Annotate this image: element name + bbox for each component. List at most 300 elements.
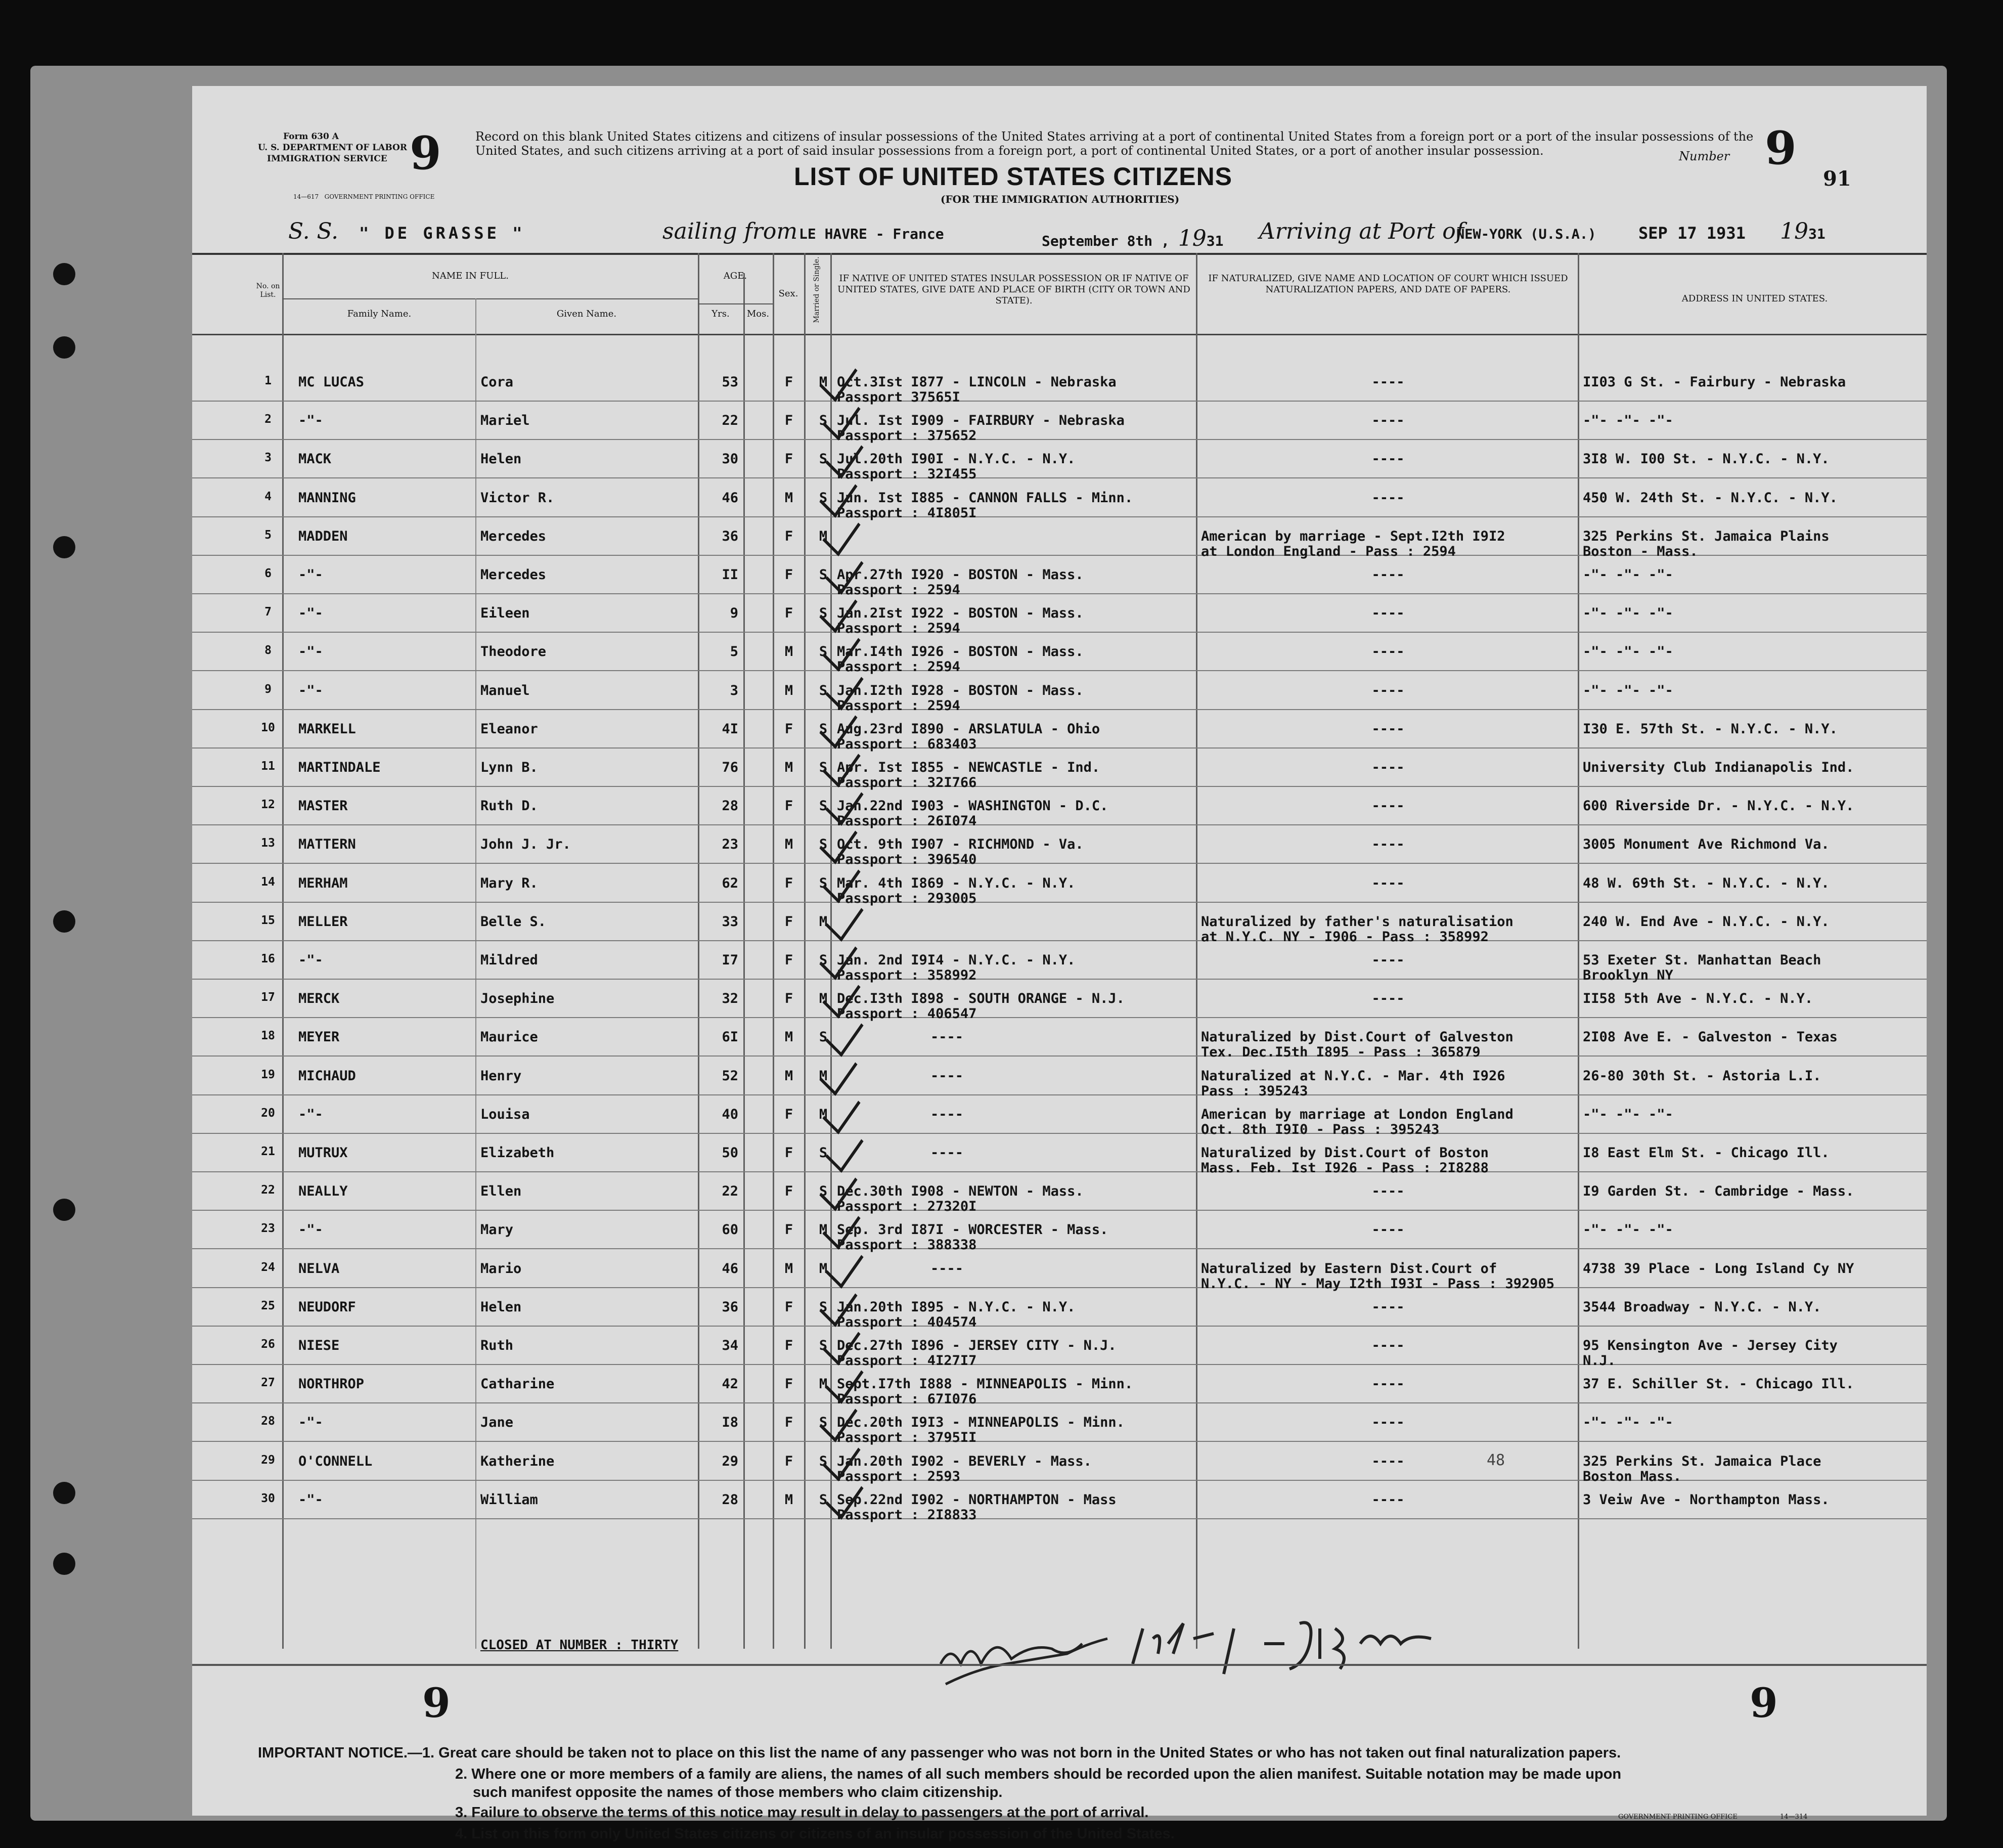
age-years: 22 (722, 413, 738, 428)
passport-line: Passport : 26I074 (837, 813, 977, 829)
age-years: 52 (722, 1068, 738, 1084)
marital-status: M (819, 914, 828, 930)
given-name: Mercedes (480, 529, 547, 544)
age-years: 40 (722, 1107, 738, 1122)
sex: F (784, 1415, 793, 1430)
row-rule (192, 940, 1927, 941)
naturalization-info: ---- (1371, 952, 1405, 968)
given-name: Maurice (480, 1029, 538, 1045)
age-years: 29 (722, 1454, 738, 1469)
address-line: 325 Perkins St. Jamaica Plains (1583, 529, 1830, 544)
age-years: II (722, 567, 738, 583)
address-line: 600 Riverside Dr. - N.Y.C. - N.Y. (1583, 798, 1854, 814)
address-line: II58 5th Ave - N.Y.C. - N.Y. (1583, 991, 1813, 1006)
sex: F (784, 567, 793, 583)
sex: F (784, 1145, 793, 1161)
age-years: 33 (722, 914, 738, 930)
row-rule (192, 1326, 1927, 1327)
sex: M (784, 1068, 793, 1084)
marital-status: S (819, 1338, 828, 1353)
passport-line: Passport : 27320I (837, 1199, 977, 1214)
arriving-label: Arriving at Port of (1259, 218, 1464, 244)
age-years: 32 (722, 991, 738, 1006)
naturalization-info-2: Oct. 8th I9I0 - Pass : 395243 (1201, 1122, 1440, 1137)
row-number: 24 (261, 1261, 275, 1274)
naturalization-info-2: at N.Y.C. NY - I906 - Pass : 358992 (1201, 929, 1489, 945)
family-name: O'CONNELL (298, 1454, 373, 1469)
row-number: 9 (264, 683, 272, 696)
given-name: Theodore (480, 644, 547, 659)
column-divider (1578, 253, 1579, 1649)
address-line: -"- -"- -"- (1583, 1415, 1673, 1430)
passport-line: Passport : 683403 (837, 736, 977, 752)
birth-info: ---- (930, 1107, 964, 1122)
birth-info: Jan.I2th I928 - BOSTON - Mass. (837, 683, 1084, 698)
naturalization-info: ---- (1371, 1338, 1405, 1353)
family-name: MC LUCAS (298, 374, 365, 390)
row-number: 28 (261, 1415, 275, 1428)
row-number: 12 (261, 798, 275, 811)
marital-status: M (819, 1261, 828, 1277)
header-family: Family Name. (347, 309, 412, 319)
family-name: NORTHROP (298, 1376, 365, 1392)
row-number: 5 (264, 529, 272, 542)
row-number: 26 (261, 1338, 275, 1351)
sex: F (784, 1222, 793, 1238)
given-name: Ruth (480, 1338, 514, 1353)
birth-info: Jul. Ist I909 - FAIRBURY - Nebraska (837, 413, 1125, 428)
column-divider (698, 253, 699, 1649)
address-line: 3I8 W. I00 St. - N.Y.C. - N.Y. (1583, 451, 1830, 467)
birth-info: Jan. 2nd I9I4 - N.Y.C. - N.Y. (837, 952, 1076, 968)
header-subrule (698, 303, 773, 304)
row-rule (192, 1055, 1927, 1057)
marital-status: M (819, 991, 828, 1006)
year-to: 1931 (1780, 218, 1826, 244)
birth-info: Jan.22nd I903 - WASHINGTON - D.C. (837, 798, 1108, 814)
age-years: 6I (722, 1029, 738, 1045)
family-name: MUTRUX (298, 1145, 348, 1161)
passport-line: Passport : 2594 (837, 659, 960, 675)
row-rule (192, 1210, 1927, 1211)
sailing-from-label: sailing from (662, 218, 798, 244)
row-rule (192, 632, 1927, 633)
row-number: 11 (261, 760, 275, 773)
header-yrs: Yrs. (711, 309, 730, 319)
given-name: Belle S. (480, 914, 547, 930)
birth-info: Sep.22nd I902 - NORTHAMPTON - Mass (837, 1492, 1117, 1508)
naturalization-info: ---- (1371, 1454, 1405, 1469)
age-years: 34 (722, 1338, 738, 1353)
family-name: -"- (298, 1222, 323, 1238)
header-address: ADDRESS IN UNITED STATES. (1681, 293, 1828, 304)
header-age: AGE. (723, 271, 747, 281)
row-number: 25 (261, 1299, 275, 1312)
naturalization-info: ---- (1371, 567, 1405, 583)
given-name: Lynn B. (480, 760, 538, 775)
port-to: NEW-YORK (U.S.A.) (1456, 227, 1596, 242)
sex: F (784, 875, 793, 891)
row-rule (192, 1287, 1927, 1288)
age-years: 50 (722, 1145, 738, 1161)
address-line: I9 Garden St. - Cambridge - Mass. (1583, 1183, 1854, 1199)
marital-status: M (819, 1376, 828, 1392)
age-years: I8 (722, 1415, 738, 1430)
given-name: Eleanor (480, 721, 538, 737)
family-name: -"- (298, 952, 323, 968)
row-number: 13 (261, 837, 275, 850)
passport-line: Passport : 396540 (837, 852, 977, 867)
page-subtitle: (FOR THE IMMIGRATION AUTHORITIES) (941, 193, 1180, 205)
row-number: 10 (261, 721, 275, 734)
family-name: MERHAM (298, 875, 348, 891)
birth-info: Oct.3Ist I877 - LINCOLN - Nebraska (837, 374, 1117, 390)
row-number: 2 (264, 413, 272, 426)
row-rule (192, 1017, 1927, 1018)
row-rule (192, 1441, 1927, 1442)
table-bottom-rule (192, 1664, 1927, 1666)
marital-status: S (819, 1492, 828, 1508)
passport-line: Passport : 358992 (837, 967, 977, 983)
naturalization-info: ---- (1371, 644, 1405, 659)
address-line: -"- -"- -"- (1583, 605, 1673, 621)
column-divider (804, 253, 806, 1649)
given-name: Elizabeth (480, 1145, 555, 1161)
birth-info: Jun. Ist I885 - CANNON FALLS - Minn. (837, 490, 1133, 506)
family-name: MARKELL (298, 721, 356, 737)
age-years: 62 (722, 875, 738, 891)
naturalization-info: ---- (1371, 374, 1405, 390)
marital-status: M (819, 1222, 828, 1238)
naturalization-info: ---- (1371, 1183, 1405, 1199)
family-name: NIESE (298, 1338, 340, 1353)
passport-line: Passport : 2594 (837, 698, 960, 714)
naturalization-info-2: at London England - Pass : 2594 (1201, 544, 1456, 559)
address-line: 240 W. End Ave - N.Y.C. - N.Y. (1583, 914, 1830, 930)
column-divider (475, 298, 476, 1649)
row-number: 1 (264, 374, 272, 387)
age-years: 53 (722, 374, 738, 390)
marital-status: M (819, 1107, 828, 1122)
row-number: 22 (261, 1183, 275, 1197)
date-from: September 8th , 1931 (1042, 226, 1224, 251)
row-number: 17 (261, 991, 275, 1004)
sex: F (784, 952, 793, 968)
signature-text: Mor Klein inspector 9/17/31 - 915am (1130, 1608, 1141, 1609)
row-number: 16 (261, 952, 275, 965)
row-rule (192, 1402, 1927, 1403)
naturalization-info: ---- (1371, 413, 1405, 428)
birth-info: Oct. 9th I907 - RICHMOND - Va. (837, 837, 1084, 852)
sex: M (784, 1492, 793, 1508)
passport-line: Passport : 4I805I (837, 505, 977, 521)
naturalization-info-2: Pass : 395243 (1201, 1083, 1308, 1099)
passport-line: Passport : 2594 (837, 582, 960, 598)
birth-info: Dec.27th I896 - JERSEY CITY - N.J. (837, 1338, 1117, 1353)
print-code: 14—617 GOVERNMENT PRINTING OFFICE (293, 193, 435, 200)
table-top-rule (192, 253, 1927, 255)
age-years: 42 (722, 1376, 738, 1392)
row-number: 6 (264, 567, 272, 580)
row-number: 27 (261, 1376, 275, 1389)
marital-status: S (819, 1299, 828, 1315)
marital-status: S (819, 1183, 828, 1199)
important-notice-3: 3. Failure to observe the terms of this notice may result in delay to passengers at the port of arrival. (455, 1805, 1149, 1821)
important-notice-2: 2. Where one or more members of a family are aliens, the names of all such members should be recorded upon the alien manifest. Suitable notation may be made upon (455, 1766, 1622, 1782)
age-years: 23 (722, 837, 738, 852)
age-years: 4I (722, 721, 738, 737)
sex: M (784, 1029, 793, 1045)
age-years: 28 (722, 798, 738, 814)
given-name: Manuel (480, 683, 530, 698)
naturalization-info: ---- (1371, 875, 1405, 891)
naturalization-info: ---- (1371, 837, 1405, 852)
important-notice-4: 4. List on this form only United States citizens or citizens of an insular possession of the United States. (455, 1826, 1175, 1842)
row-rule (192, 1171, 1927, 1172)
row-rule (192, 401, 1927, 402)
naturalization-info: ---- (1371, 1492, 1405, 1508)
family-name: -"- (298, 567, 323, 583)
naturalization-info: ---- (1371, 683, 1405, 698)
given-name: Mary (480, 1222, 514, 1238)
address-line: I30 E. 57th St. - N.Y.C. - N.Y. (1583, 721, 1838, 737)
family-name: MATTERN (298, 837, 356, 852)
marital-status: M (819, 374, 828, 390)
row-rule (192, 1094, 1927, 1095)
age-years: 46 (722, 1261, 738, 1277)
given-name: Helen (480, 451, 522, 467)
given-name: Ruth D. (480, 798, 538, 814)
given-name: Cora (480, 374, 514, 390)
address-line: 53 Exeter St. Manhattan Beach (1583, 952, 1821, 968)
row-rule (192, 786, 1927, 787)
ship-name: " DE GRASSE " (359, 224, 525, 243)
birth-info: Dec.I3th I898 - SOUTH ORANGE - N.J. (837, 991, 1125, 1006)
sex: M (784, 644, 793, 659)
footer-number-left: 9 (422, 1679, 451, 1727)
row-rule (192, 477, 1927, 478)
row-rule (192, 863, 1927, 864)
sex: M (784, 837, 793, 852)
address-line: University Club Indianapolis Ind. (1583, 760, 1854, 775)
passport-line: Passport : 67I076 (837, 1391, 977, 1407)
naturalization-info: Naturalized at N.Y.C. - Mar. 4th I926 (1201, 1068, 1505, 1084)
age-years: 3 (730, 683, 738, 698)
family-name: MASTER (298, 798, 348, 814)
marital-status: S (819, 837, 828, 852)
naturalization-info: ---- (1371, 1222, 1405, 1238)
passport-line: Passport : 404574 (837, 1314, 977, 1330)
important-notice-1: IMPORTANT NOTICE.—1. Great care should be taken not to place on this list the name of any passenger who was not born in the United States or who has not taken out final naturalization papers. (258, 1745, 1621, 1761)
service: IMMIGRATION SERVICE (267, 154, 387, 164)
family-name: -"- (298, 683, 323, 698)
row-rule (192, 1364, 1927, 1365)
address-line: 450 W. 24th St. - N.Y.C. - N.Y. (1583, 490, 1838, 506)
family-name: -"- (298, 605, 323, 621)
row-number: 3 (264, 451, 272, 464)
given-name: Ellen (480, 1183, 522, 1199)
address-line: 3005 Monument Ave Richmond Va. (1583, 837, 1830, 852)
marital-status: S (819, 490, 828, 506)
address-line: -"- -"- -"- (1583, 413, 1673, 428)
address-line: -"- -"- -"- (1583, 683, 1673, 698)
family-name: MEYER (298, 1029, 340, 1045)
given-name: Eileen (480, 605, 530, 621)
birth-info: Apr. Ist I855 - NEWCASTLE - Ind. (837, 760, 1100, 775)
given-name: Victor R. (480, 490, 555, 506)
age-years: 28 (722, 1492, 738, 1508)
marital-status: S (819, 760, 828, 775)
passport-line: Passport 37565I (837, 389, 960, 405)
given-name: Helen (480, 1299, 522, 1315)
port-from: LE HAVRE - France (799, 226, 944, 242)
birth-info: Mar.I4th I926 - BOSTON - Mass. (837, 644, 1084, 659)
family-name: -"- (298, 1415, 323, 1430)
sex: M (784, 1261, 793, 1277)
address-line: 26-80 30th St. - Astoria L.I. (1583, 1068, 1821, 1084)
marital-status: S (819, 798, 828, 814)
birth-info: Sep. 3rd I87I - WORCESTER - Mass. (837, 1222, 1108, 1238)
birth-info: Aug.23rd I890 - ARSLATULA - Ohio (837, 721, 1100, 737)
age-years: 46 (722, 490, 738, 506)
birth-info: ---- (930, 1145, 964, 1161)
row-rule (192, 709, 1927, 710)
given-name: Katherine (480, 1454, 555, 1469)
age-years: 30 (722, 451, 738, 467)
sex: F (784, 1338, 793, 1353)
birth-info: Mar. 4th I869 - N.Y.C. - N.Y. (837, 875, 1076, 891)
column-divider (773, 253, 774, 1649)
passport-line: Passport : 2I8833 (837, 1507, 977, 1523)
family-name: NELVA (298, 1261, 340, 1277)
number-value: 9 (1765, 121, 1797, 175)
printer-code: 14—314 (1780, 1813, 1808, 1821)
binder-hole (53, 536, 75, 558)
sex: M (784, 490, 793, 506)
address-line: -"- -"- -"- (1583, 644, 1673, 659)
marital-status: S (819, 451, 828, 467)
header-subrule (282, 298, 698, 299)
header-birth: IF NATIVE OF UNITED STATES INSULAR POSSESSION OR IF NATIVE OF UNITED STATES, GIVE DATE AND PLACE OF BIRTH (CITY OR TOWN AND STATE). (837, 273, 1190, 306)
naturalization-info: Naturalized by Dist.Court of Boston (1201, 1145, 1489, 1161)
row-number: 4 (264, 490, 272, 503)
given-name: Henry (480, 1068, 522, 1084)
form-instruction: Record on this blank United States citizens and citizens of insular possessions of the United States arriving at a port of continental United States from a foreign port or a port of the insular possessions of the United States, and such citizens arriving at a port of said insular possessions from a foreign port, a port of continental United States, or a port of another insular possession. (475, 129, 1754, 158)
family-name: MELLER (298, 914, 348, 930)
column-divider (1196, 253, 1197, 1649)
age-years: 76 (722, 760, 738, 775)
header-given: Given Name. (556, 309, 617, 319)
binder-hole (53, 263, 75, 285)
address-line: 3544 Broadway - N.Y.C. - N.Y. (1583, 1299, 1821, 1315)
naturalization-info: ---- (1371, 991, 1405, 1006)
ss-label: S. S. (288, 218, 339, 244)
sex: F (784, 529, 793, 544)
naturalization-info: ---- (1371, 490, 1405, 506)
family-name: MARTINDALE (298, 760, 381, 775)
page-stamp: 91 (1823, 167, 1851, 191)
footer-number-right: 9 (1750, 1679, 1778, 1727)
row-rule (192, 1133, 1927, 1134)
address-line-2: Boston Mass. (1583, 1469, 1682, 1484)
naturalization-info-2: Mass. Feb. Ist I926 - Pass : 2I8288 (1201, 1160, 1489, 1176)
form-number: Form 630 A (283, 131, 339, 142)
naturalization-info: ---- (1371, 760, 1405, 775)
row-number: 15 (261, 914, 275, 927)
birth-info: Jan.20th I902 - BEVERLY - Mass. (837, 1454, 1092, 1469)
sex: F (784, 374, 793, 390)
row-number: 29 (261, 1454, 275, 1467)
closing-note: CLOSED AT NUMBER : THIRTY (480, 1638, 679, 1653)
page-title: LIST OF UNITED STATES CITIZENS (794, 162, 1233, 191)
passport-line: Passport : 2594 (837, 621, 960, 636)
row-number: 20 (261, 1107, 275, 1120)
marital-status: M (819, 529, 828, 544)
birth-info: Jul.20th I90I - N.Y.C. - N.Y. (837, 451, 1076, 467)
sex: F (784, 1107, 793, 1122)
passport-line: Passport : 3795II (837, 1430, 977, 1445)
form-big-number: 9 (410, 126, 441, 180)
binder-hole (53, 1553, 75, 1575)
family-name: MADDEN (298, 529, 348, 544)
marital-status: S (819, 605, 828, 621)
naturalization-info: ---- (1371, 451, 1405, 467)
marital-status: S (819, 644, 828, 659)
column-divider (282, 253, 284, 1649)
birth-info: ---- (930, 1068, 964, 1084)
header-name: NAME IN FULL. (432, 271, 509, 281)
row-number: 18 (261, 1029, 275, 1042)
given-name: John J. Jr. (480, 837, 571, 852)
given-name: Mildred (480, 952, 538, 968)
sex: M (784, 760, 793, 775)
department: U. S. DEPARTMENT OF LABOR (258, 143, 407, 153)
row-rule (192, 439, 1927, 440)
sex: F (784, 1183, 793, 1199)
age-years: I7 (722, 952, 738, 968)
sex: F (784, 721, 793, 737)
passport-line: Passport : 406547 (837, 1006, 977, 1022)
birth-info: Jan.2Ist I922 - BOSTON - Mass. (837, 605, 1084, 621)
age-years: 5 (730, 644, 738, 659)
passport-line: Passport : 375652 (837, 428, 977, 444)
marital-status: S (819, 952, 828, 968)
marital-status: S (819, 721, 828, 737)
passport-line: Passport : 388338 (837, 1237, 977, 1253)
naturalization-info: Naturalized by Eastern Dist.Court of (1201, 1261, 1497, 1277)
family-name: MERCK (298, 991, 340, 1006)
birth-info: ---- (930, 1029, 964, 1045)
naturalization-info: ---- (1371, 605, 1405, 621)
passport-line: Passport : 293005 (837, 891, 977, 906)
passport-line: Passport : 2593 (837, 1469, 960, 1484)
stamp-48: 48 (1487, 1451, 1505, 1469)
row-rule (192, 902, 1927, 903)
address-line: 325 Perkins St. Jamaica Place (1583, 1454, 1821, 1469)
naturalization-info: ---- (1371, 1415, 1405, 1430)
row-rule (192, 1518, 1927, 1519)
address-line: II03 G St. - Fairbury - Nebraska (1583, 374, 1846, 390)
given-name: Mario (480, 1261, 522, 1277)
sex: F (784, 1454, 793, 1469)
number-label: Number (1679, 149, 1730, 163)
birth-info: Jan.20th I895 - N.Y.C. - N.Y. (837, 1299, 1076, 1315)
sex: F (784, 1376, 793, 1392)
family-name: MICHAUD (298, 1068, 356, 1084)
age-years: 60 (722, 1222, 738, 1238)
family-name: -"- (298, 1107, 323, 1122)
binder-hole (53, 910, 75, 933)
